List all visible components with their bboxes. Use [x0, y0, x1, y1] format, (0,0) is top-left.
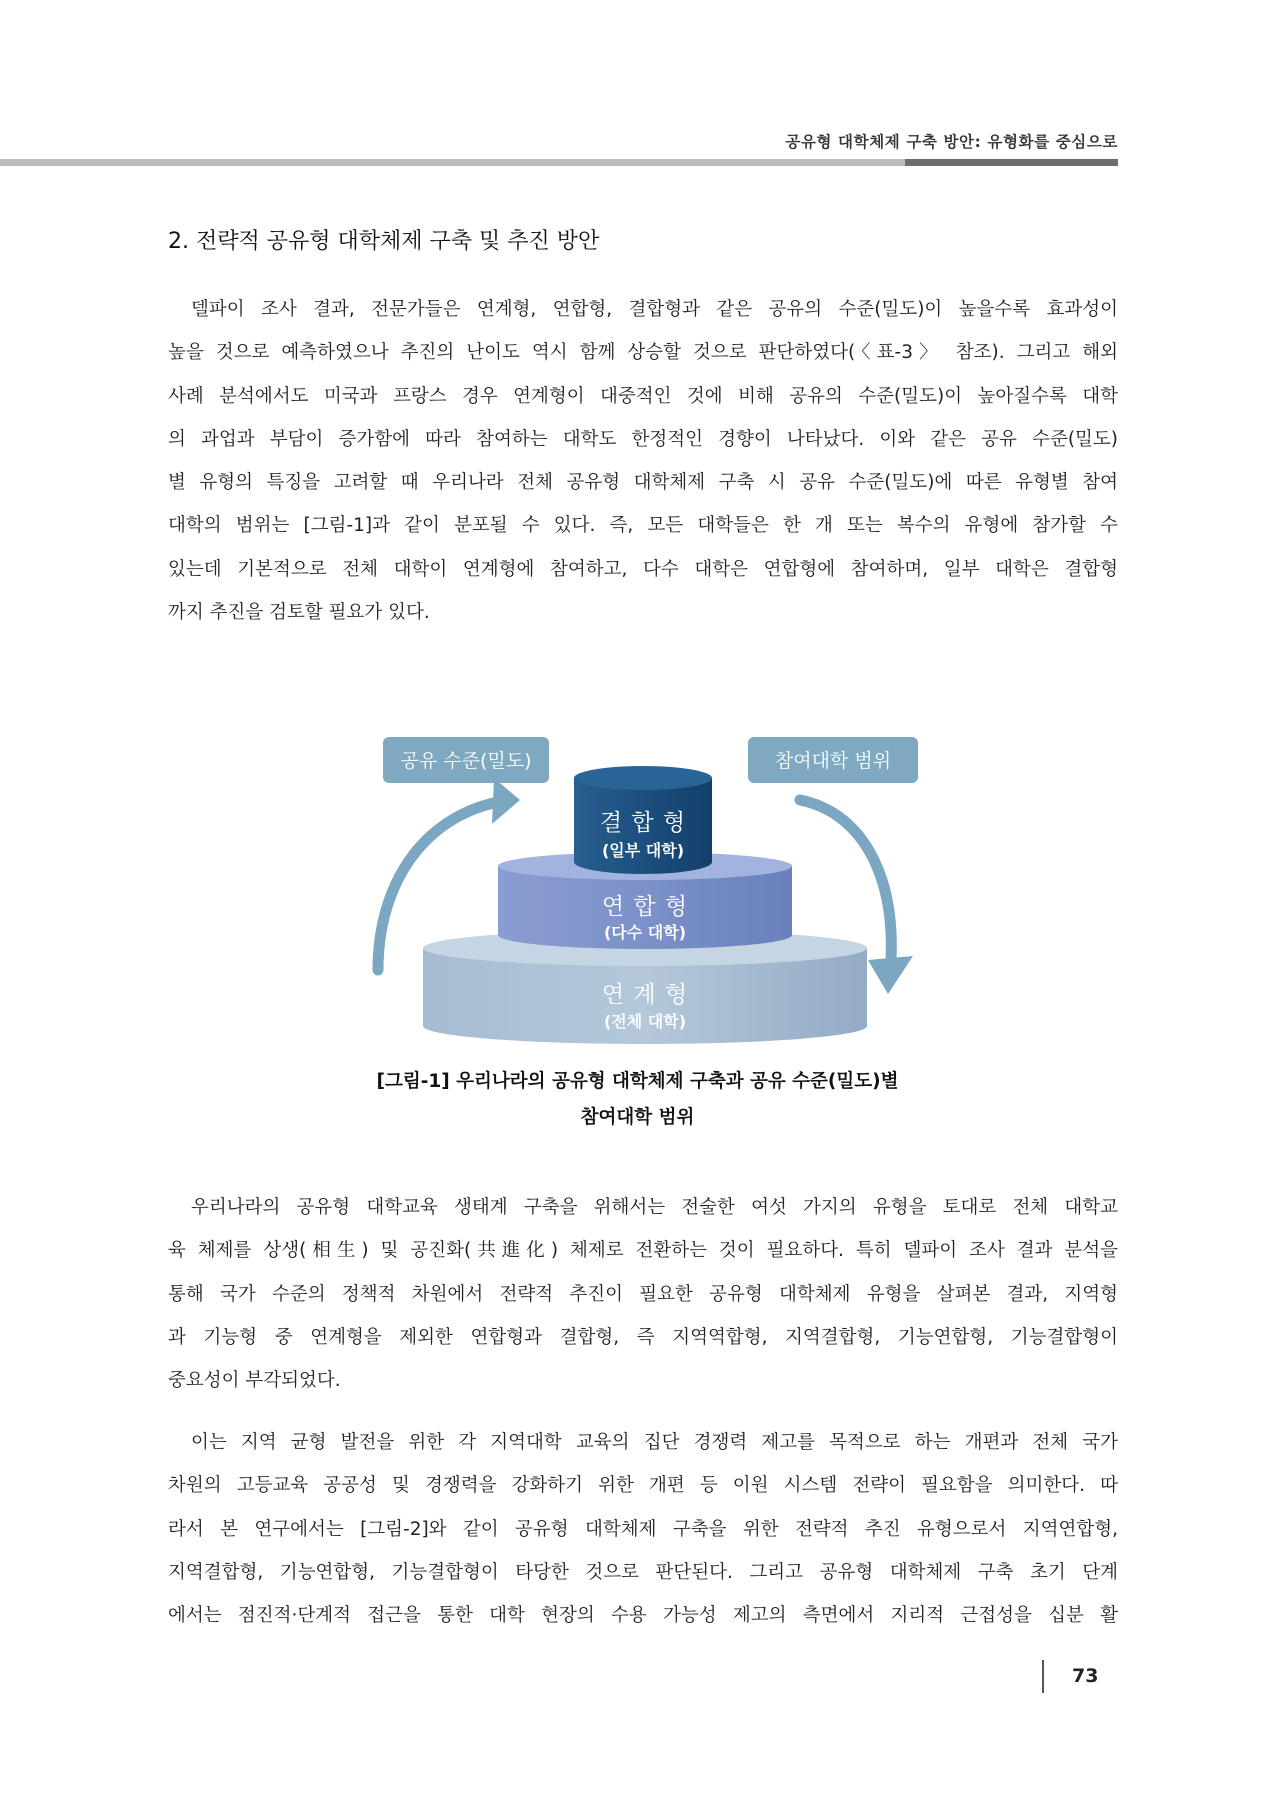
- page-number: 73: [1072, 1665, 1099, 1687]
- downward-arrow-head-icon: [868, 956, 913, 994]
- paragraph-line: 이는 지역 균형 발전을 위한 각 지역대학 교육의 집단 경쟁력 제고를 목적으로 하는 개편과 전체 국가: [191, 1432, 1118, 1453]
- paragraph-line: 별 유형의 특징을 고려할 때 우리나라 전체 공유형 대학체제 구축 시 공유 수준(밀도)에 따른 유형별 참여: [168, 472, 1118, 494]
- body-paragraph-3: [168, 1421, 1118, 1637]
- paragraph-line: 육 체제를 상생(相生) 및 공진화(共進化) 체제로 전환하는 것이 필요하다. 특히 델파이 조사 결과 분석을: [168, 1240, 1119, 1262]
- running-header-title: 공유형 대학체제 구축 방안: 유형화를 중심으로: [785, 133, 1118, 151]
- paragraph-line: 과 기능형 중 연계형을 제외한 연합형과 결합형, 즉 지역역합형, 지역결합형, 기능연합형, 기능결합형이: [168, 1326, 1118, 1348]
- paragraph-line: 지역결합형, 기능연합형, 기능결합형이 타당한 것으로 판단된다. 그리고 공유형 대학체제 구축 초기 단계: [168, 1561, 1118, 1583]
- paragraph-line: 델파이 조사 결과, 전문가들은 연계형, 연합형, 결합형과 같은 공유의 수준(밀도)이 높을수록 효과성이: [191, 299, 1118, 320]
- upward-arrow-head-icon: [492, 778, 520, 824]
- share-level-label-box: [383, 737, 549, 783]
- paragraph-line: 차원의 고등교육 공공성 및 경쟁력을 강화하기 위한 개편 등 이원 시스템 전략이 필요함을 의미한다. 따: [168, 1475, 1118, 1497]
- page-number-divider: [1042, 1660, 1044, 1693]
- paragraph-line: 대학의 범위는 [그림-1]과 같이 분포될 수 있다. 즉, 모든 대학들은 한 개 또는 복수의 유형에 참가할 수: [168, 515, 1118, 537]
- paragraph-line: 통해 국가 수준의 정책적 차원에서 전략적 추진이 필요한 공유형 대학체제 유형을 살펴본 결과, 지역형: [168, 1283, 1118, 1305]
- paragraph-line: 높을 것으로 예측하였으나 추진의 난이도 역시 함께 상승할 것으로 판단하였다(〈표-3〉 참조). 그리고 해외: [168, 342, 1118, 364]
- paragraph-line: 까지 추진을 검토할 필요가 있다.: [168, 602, 430, 624]
- tier-top-cap: [574, 766, 712, 790]
- paragraph-line: 라서 본 연구에서는 [그림-2]와 같이 공유형 대학체제 구축을 위한 전략적 추진 유형으로서 지역연합형,: [168, 1518, 1118, 1540]
- header-rule-light: [0, 159, 905, 166]
- paragraph-line: 에서는 점진적·단계적 접근을 통한 대학 현장의 수용 가능성 제고의 측면에서 지리적 근접성을 십분 활: [168, 1605, 1118, 1627]
- participation-scope-label-box: [748, 737, 918, 783]
- figure-caption-line-2: 참여대학 범위: [580, 1107, 695, 1128]
- tier-top-name: 결 합 형: [599, 810, 687, 836]
- tier-bottom-scope: (전체 대학): [603, 1012, 687, 1031]
- tier-top-cylinder: [574, 766, 712, 874]
- body-paragraph-1: [168, 288, 1118, 634]
- paragraph-line: 중요성이 부각되었다.: [168, 1370, 341, 1392]
- participation-scope-label: 참여대학 범위: [774, 750, 892, 772]
- header-rule-dark: [905, 159, 1118, 166]
- figure-diagram: [360, 720, 920, 1060]
- paragraph-line: 있는데 기본적으로 전체 대학이 연계형에 참여하고, 다수 대학은 연합형에 참여하며, 일부 대학은 결합형: [168, 558, 1118, 580]
- tier-middle-scope: (다수 대학): [603, 923, 687, 942]
- tier-bottom-name: 연 계 형: [601, 982, 689, 1008]
- section-heading: 2. 전략적 공유형 대학체제 구축 및 추진 방안: [168, 229, 600, 254]
- share-level-label: 공유 수준(밀도): [400, 750, 532, 772]
- tier-middle-name: 연 합 형: [601, 894, 689, 920]
- paragraph-line: 사례 분석에서도 미국과 프랑스 경우 연계형이 대중적인 것에 비해 공유의 수준(밀도)이 높아질수록 대학: [168, 385, 1118, 407]
- figure-caption-line-1: [그림-1] 우리나라의 공유형 대학체제 구축과 공유 수준(밀도)별: [376, 1071, 899, 1092]
- tier-top-scope: (일부 대학): [601, 841, 685, 860]
- paragraph-line: 우리나라의 공유형 대학교육 생태계 구축을 위해서는 전술한 여섯 가지의 유형을 토대로 전체 대학교: [191, 1197, 1118, 1218]
- downward-arrow-shaft: [800, 800, 891, 960]
- paragraph-line: 의 과업과 부담이 증가함에 따라 참여하는 대학도 한정적인 경향이 나타났다. 이와 같은 공유 수준(밀도): [168, 428, 1118, 450]
- body-paragraph-2: [168, 1186, 1118, 1402]
